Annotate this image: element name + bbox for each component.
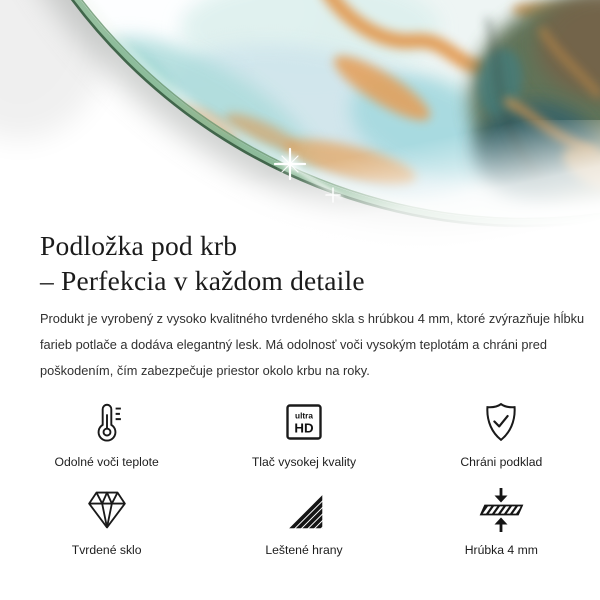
feature-protects-surface [403, 397, 600, 469]
product-description: Produkt je vyrobený z vysoko kvalitného tvrdeného skla s hrúbkou 4 mm, ktoré zvýrazňuje hĺbku farieb potlače a dodáva elegantný lesk. Má odolnosť voči vysokým teplotám a chráni pred poškodením, čím zabezpečuje priestor okolo krbu na roky. [40, 311, 585, 378]
product-image [0, 0, 600, 252]
feature-label: Tlač vysokej kvality [251, 455, 357, 469]
thermometer-icon [84, 399, 130, 445]
feature-polished-edges [205, 485, 402, 557]
page-title-line2: – Perfekcia v každom detaile [40, 265, 365, 296]
feature-heat-resistant [8, 397, 205, 469]
ultra-hd-icon [282, 400, 326, 444]
thickness-icon [477, 486, 525, 534]
feature-print-quality [205, 397, 402, 469]
ultra-hd-badge-top: ultra [295, 411, 313, 421]
ultra-hd-badge-bottom: HD [294, 420, 314, 436]
feature-label: Hrúbka 4 mm [464, 543, 538, 557]
shield-check-icon [479, 400, 523, 444]
feature-label: Leštené hrany [265, 543, 343, 557]
polished-edges-icon [283, 489, 325, 531]
feature-thickness [403, 485, 600, 557]
features-grid [8, 397, 600, 557]
page-title-line1: Podložka pod krb [40, 230, 238, 261]
feature-tempered-glass [8, 485, 205, 557]
feature-label: Tvrdené sklo [71, 543, 142, 557]
page-title [40, 228, 365, 298]
diamond-icon [84, 488, 130, 532]
feature-label: Chráni podklad [460, 455, 543, 469]
feature-label: Odolné voči teplote [54, 455, 159, 469]
